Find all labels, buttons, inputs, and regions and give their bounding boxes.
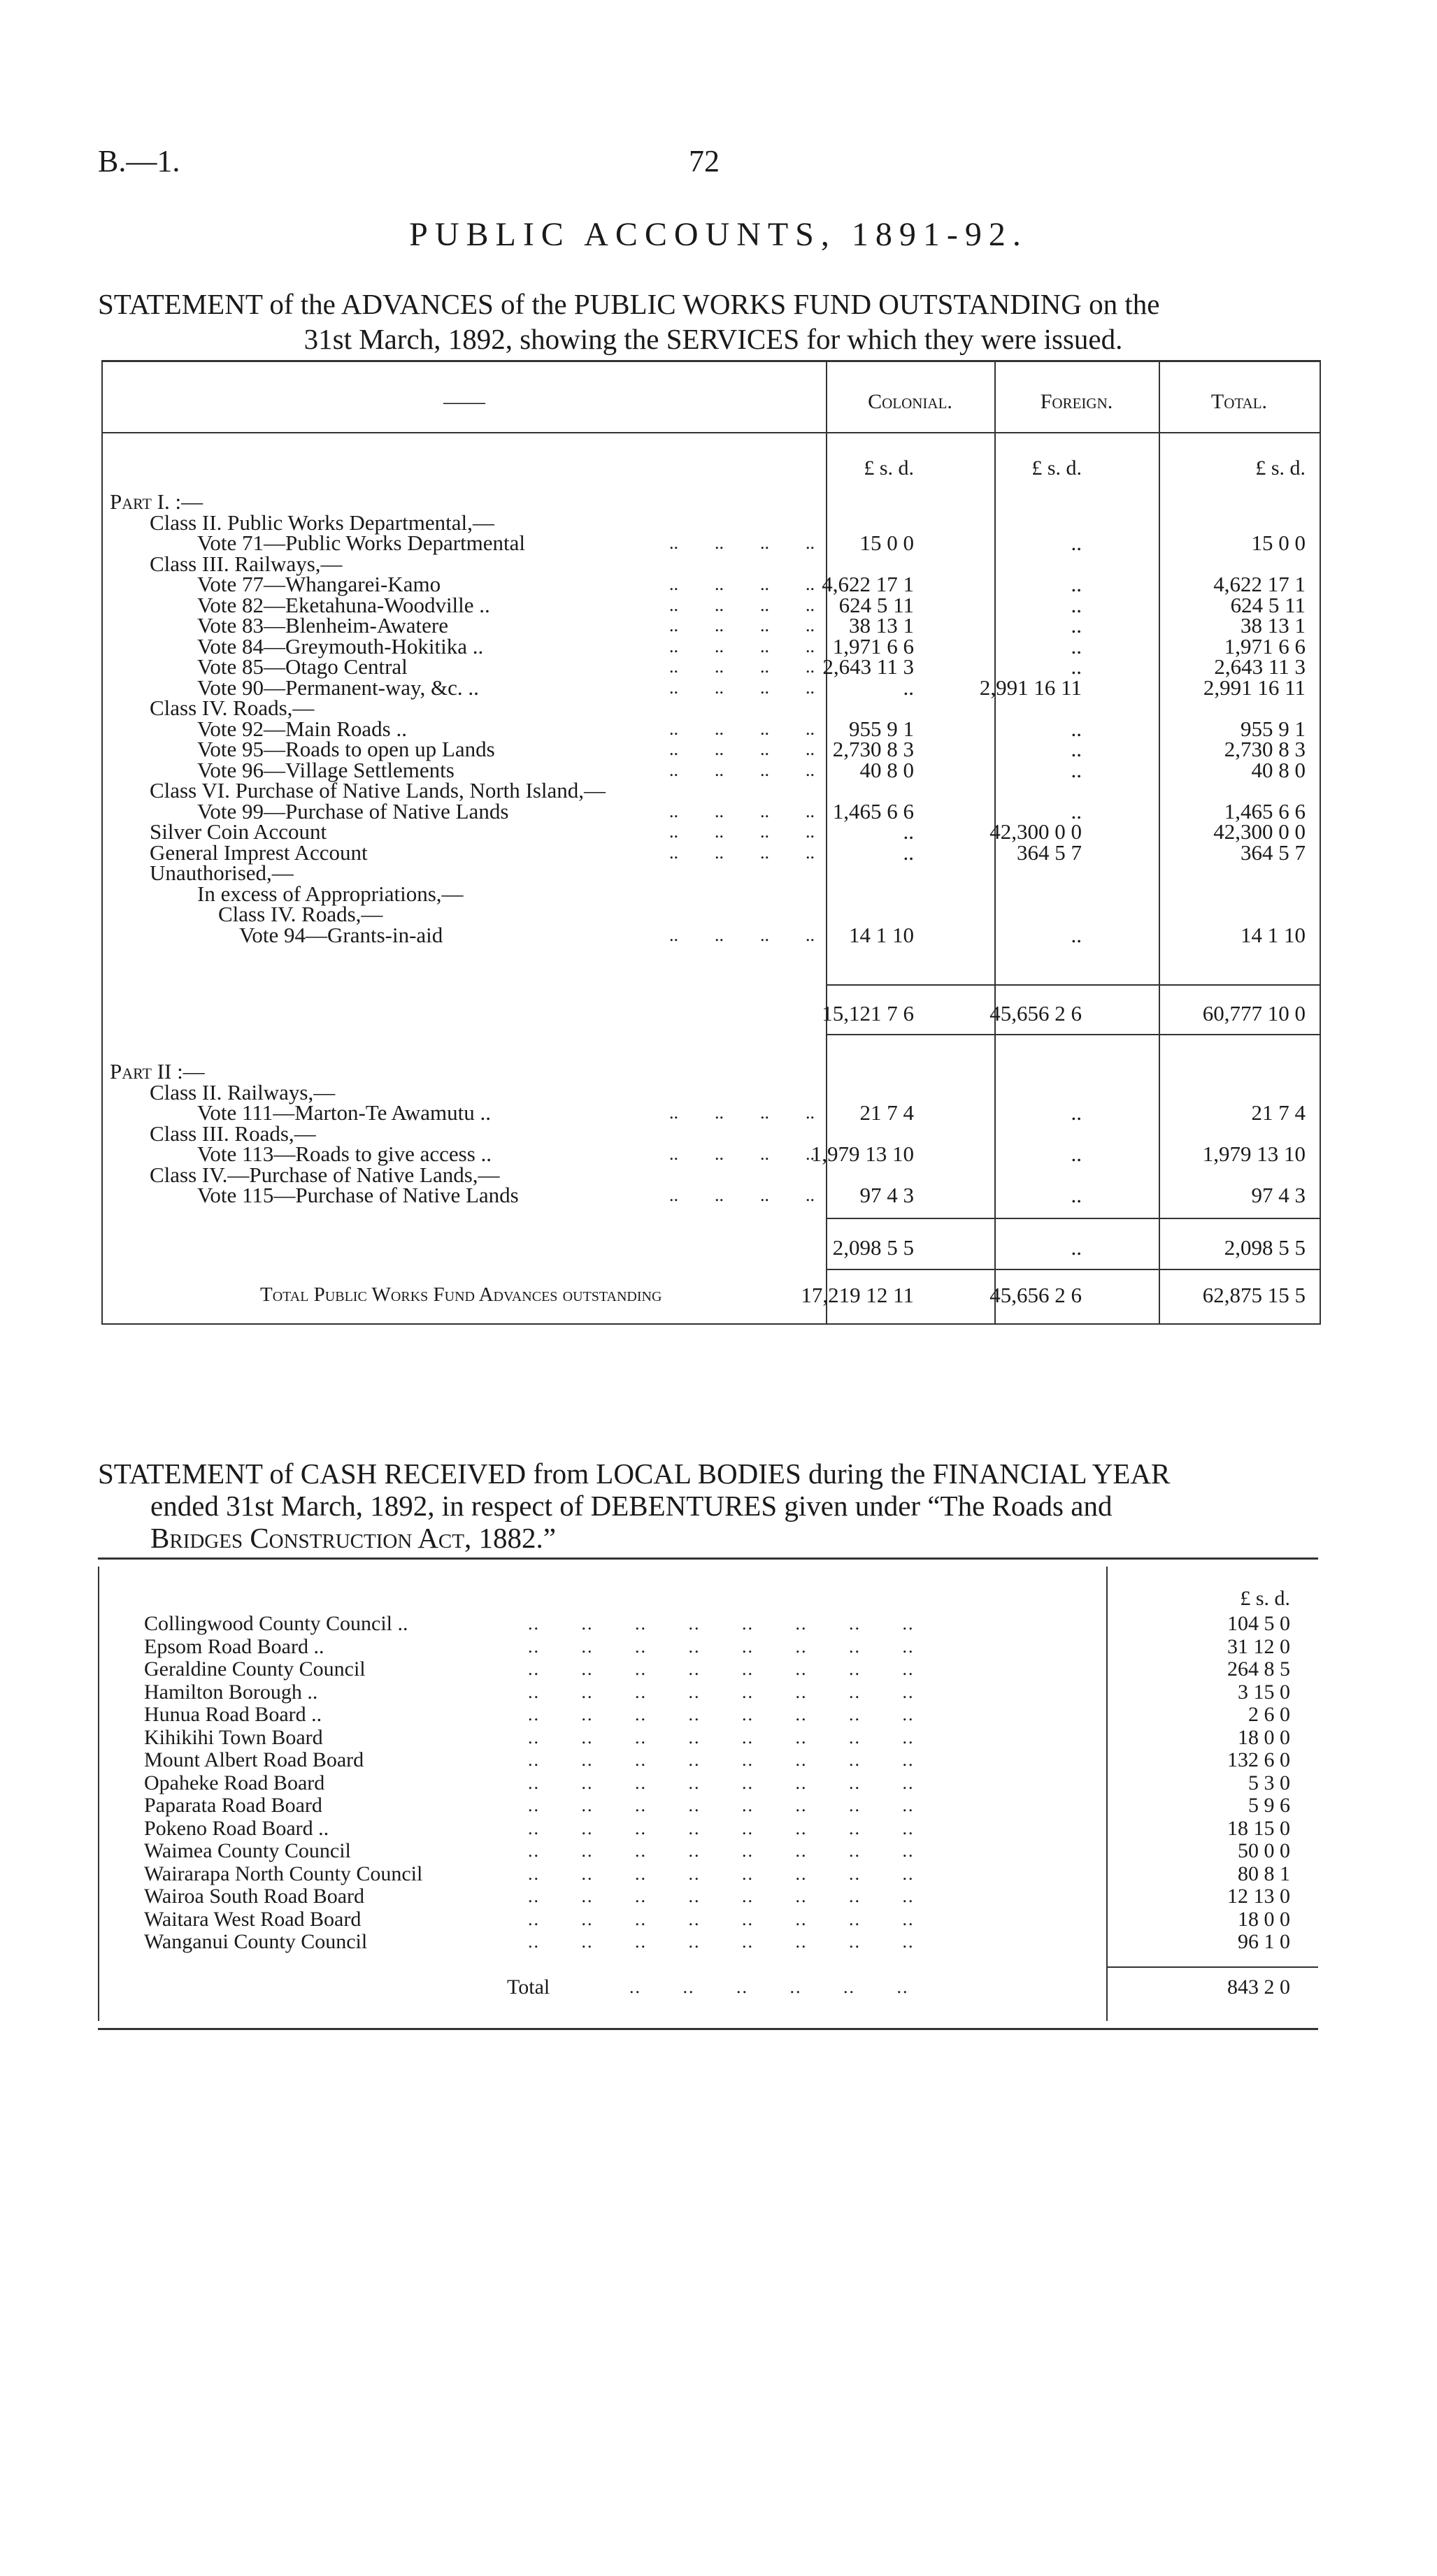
statement2-heading-line1: STATEMENT of CASH RECEIVED from LOCAL BODIES during the FINANCIAL YEAR (98, 1458, 1171, 1490)
local-body-name: Hamilton Borough .. (144, 1680, 318, 1704)
leader-dots: .. .. .. .. (669, 1185, 815, 1205)
amount: 12 13 0 (1227, 1885, 1290, 1908)
currency-header (98, 1589, 1318, 1608)
leader-dots: .. .. .. .. (669, 574, 815, 594)
cell-colonial: 1,979 13 10 (810, 1142, 914, 1166)
cell-colonial: 38 13 1 (849, 613, 914, 638)
local-body-name: Collingwood County Council .. (144, 1612, 408, 1635)
leader-dots: .. .. .. .. (669, 656, 815, 677)
leader-dots: .. .. .. .. .. .. .. .. (528, 1704, 915, 1725)
table-row (103, 1185, 1320, 1205)
row-label: Part II :— (110, 1059, 205, 1084)
cell-foreign: .. (1071, 654, 1082, 679)
leader-dots: .. .. .. .. (669, 800, 815, 821)
table-row (103, 778, 1320, 803)
row-label: Vote 111—Marton-Te Awamutu .. (197, 1100, 492, 1125)
cell-total: 97 4 3 (1251, 1183, 1306, 1207)
total-rule (1106, 1966, 1318, 1968)
list-item (98, 1932, 1318, 1951)
grand-total-row (103, 1285, 1320, 1305)
cell-colonial: 14 1 10 (849, 922, 914, 947)
cell-total: 2,730 8 3 (1224, 737, 1306, 761)
list-item (98, 1705, 1318, 1724)
amount: 50 0 0 (1238, 1839, 1290, 1862)
table-row (103, 677, 1320, 698)
table-row (103, 1079, 1320, 1104)
subtotal2-total: 2,098 5 5 (1224, 1235, 1306, 1260)
cell-foreign: 364 5 7 (1017, 840, 1082, 865)
cell-colonial: 2,643 11 3 (822, 654, 914, 679)
row-label: Vote 115—Purchase of Native Lands (197, 1183, 519, 1207)
cell-foreign: .. (1071, 716, 1082, 741)
cell-total: 15 0 0 (1251, 531, 1306, 555)
cell-total: 38 13 1 (1241, 613, 1306, 638)
amount: 264 8 5 (1227, 1657, 1290, 1681)
subtotal-row (103, 1001, 1320, 1026)
cell-colonial: .. (903, 840, 914, 865)
currency-colonial: £ s. d. (864, 456, 914, 480)
cell-foreign: 42,300 0 0 (989, 819, 1082, 844)
table-row (103, 613, 1320, 638)
statement1-heading-line2: 31st March, 1892, showing the SERVICES for which they were issued. (303, 323, 1123, 355)
cell-foreign: .. (1071, 798, 1082, 823)
table-row (103, 842, 1320, 863)
local-body-name: Paparata Road Board (144, 1794, 322, 1817)
row-label: Vote 85—Otago Central (197, 654, 408, 679)
subtotal-rule (826, 984, 1320, 986)
amount: 104 5 0 (1227, 1612, 1290, 1635)
grand-total-colonial: 17,219 12 11 (801, 1283, 914, 1307)
advances-table (101, 360, 1321, 1325)
table-row (103, 757, 1320, 782)
cell-foreign: .. (1071, 613, 1082, 638)
statement1-heading (98, 287, 1329, 357)
cell-total: 1,465 6 6 (1224, 798, 1306, 823)
amount: 80 8 1 (1238, 1862, 1290, 1885)
row-label: Vote 95—Roads to open up Lands (197, 737, 495, 761)
row-label: Vote 71—Public Works Departmental (197, 531, 526, 555)
table-row (103, 512, 1320, 533)
column-header-foreign: Foreign. (1040, 390, 1113, 413)
leader-dots: .. .. .. .. .. .. .. .. (528, 1613, 915, 1634)
amount: 31 12 0 (1227, 1634, 1290, 1658)
column-header-colonial: Colonial. (868, 390, 952, 413)
cell-foreign: .. (1071, 572, 1082, 596)
leader-dots: .. .. .. .. (669, 821, 815, 842)
leader-dots: .. .. .. .. .. .. .. .. (528, 1750, 915, 1770)
cell-total: 14 1 10 (1241, 922, 1306, 947)
leader-dots: .. .. .. .. .. .. .. .. (528, 1931, 915, 1952)
table-row (103, 656, 1320, 677)
table-row (103, 716, 1320, 741)
local-body-name: Geraldine County Council (144, 1657, 366, 1681)
table-row (103, 533, 1320, 553)
subtotal-bottom-rule (826, 1034, 1320, 1035)
leader-dots: .. .. .. .. (669, 533, 815, 553)
table-row (103, 1144, 1320, 1164)
currency-total: £ s. d. (1255, 456, 1306, 480)
table-row (103, 1059, 1320, 1084)
table-left-rule (98, 1567, 99, 2021)
list-item (98, 1796, 1318, 1815)
table-row (103, 922, 1320, 947)
cell-colonial: 15 0 0 (859, 531, 914, 555)
table-row (103, 633, 1320, 659)
leader-dots: .. .. .. .. (669, 842, 815, 863)
local-body-name: Kihikihi Town Board (144, 1725, 323, 1749)
total-amount: 843 2 0 (1227, 1976, 1290, 1999)
leader-dots: .. .. .. .. .. .. .. .. (528, 1863, 915, 1884)
row-label: Class III. Roads,— (150, 1121, 316, 1146)
leader-dots: .. .. .. .. (669, 635, 815, 656)
cell-foreign: .. (1071, 633, 1082, 659)
row-label: Part I. :— (110, 489, 203, 514)
page-title: PUBLIC ACCOUNTS, 1891-92. (409, 216, 1028, 253)
cell-colonial: 2,730 8 3 (832, 737, 914, 761)
table-row (103, 491, 1320, 512)
row-label: In excess of Appropriations,— (197, 881, 464, 906)
cell-total: 4,622 17 1 (1213, 572, 1306, 596)
table-row (103, 592, 1320, 617)
amount: 5 9 6 (1248, 1794, 1290, 1817)
statement2-heading (98, 1458, 1329, 1554)
local-body-name: Epsom Road Board .. (144, 1634, 324, 1658)
row-label: General Imprest Account (150, 840, 368, 865)
cell-colonial: .. (903, 819, 914, 844)
cell-colonial: 624 5 11 (838, 592, 914, 617)
row-label: Class IV. Roads,— (150, 696, 315, 720)
cell-foreign: .. (1071, 592, 1082, 617)
cell-total: 21 7 4 (1251, 1100, 1306, 1125)
cell-total: 1,971 6 6 (1224, 633, 1306, 659)
column-header-blank: —— (443, 390, 485, 413)
row-label: Vote 90—Permanent-way, &c. .. (197, 675, 479, 700)
leader-dots: .. .. .. .. .. .. .. .. (528, 1886, 915, 1906)
local-bodies-table (98, 1557, 1318, 2030)
column-header-total: Total. (1210, 390, 1268, 413)
total-row (98, 1976, 1318, 1999)
local-body-name: Mount Albert Road Board (144, 1748, 364, 1771)
row-label: Unauthorised,— (150, 861, 294, 885)
amount: 18 0 0 (1238, 1725, 1290, 1749)
cell-foreign: .. (1071, 531, 1082, 555)
table-row (103, 798, 1320, 823)
row-label: Class II. Railways,— (150, 1079, 336, 1104)
amount: 132 6 0 (1227, 1748, 1290, 1771)
list-item (98, 1750, 1318, 1769)
table-row (103, 904, 1320, 924)
total-label: Total (507, 1976, 550, 1999)
local-body-name: Opaheke Road Board (144, 1771, 325, 1794)
table-row (103, 574, 1320, 594)
row-label: Vote 83—Blenheim-Awatere (197, 613, 449, 638)
amount: 3 15 0 (1238, 1680, 1290, 1704)
cell-total: 2,991 16 11 (1203, 675, 1306, 700)
cell-foreign: .. (1071, 1183, 1082, 1207)
cell-foreign: .. (1071, 737, 1082, 761)
cell-foreign: .. (1071, 1142, 1082, 1166)
cell-colonial: 97 4 3 (859, 1183, 914, 1207)
row-label: Vote 84—Greymouth-Hokitika .. (197, 633, 484, 659)
cell-colonial: 4,622 17 1 (822, 572, 914, 596)
grand-total-foreign: 45,656 2 6 (989, 1283, 1082, 1307)
grand-total-total: 62,875 15 5 (1202, 1283, 1306, 1307)
leader-dots: .. .. .. .. (669, 1144, 815, 1164)
table-row (103, 1123, 1320, 1144)
table-row (103, 863, 1320, 883)
page-number: 72 (689, 144, 720, 178)
statement2-heading-line2: ended 31st March, 1892, in respect of DEBENTURES given under “The Roads and (150, 1490, 1113, 1522)
cell-colonial: 1,971 6 6 (832, 633, 914, 659)
cell-total: 364 5 7 (1241, 840, 1306, 865)
amount: 5 3 0 (1248, 1771, 1290, 1794)
local-body-name: Wairoa South Road Board (144, 1885, 365, 1908)
leader-dots: .. .. .. .. (669, 677, 815, 698)
cell-colonial: 21 7 4 (859, 1100, 914, 1125)
local-body-name: Hunua Road Board .. (144, 1703, 322, 1726)
statement1-heading-line1: STATEMENT of the ADVANCES of the PUBLIC WORKS FUND OUTSTANDING on the (98, 288, 1160, 320)
leader-dots: .. .. .. .. (669, 924, 815, 945)
cell-foreign: .. (1071, 1100, 1082, 1125)
local-body-name: Waitara West Road Board (144, 1907, 362, 1931)
table-row (103, 821, 1320, 842)
cell-total: 2,643 11 3 (1214, 654, 1306, 679)
grand-total-rule (826, 1269, 1320, 1270)
list-item (98, 1725, 1318, 1749)
leader-dots: .. .. .. .. (669, 594, 815, 615)
amount: 18 0 0 (1238, 1907, 1290, 1931)
grand-total-label: Total Public Works Fund Advances outstanding (260, 1283, 662, 1306)
leader-dots: .. .. .. .. .. .. (629, 1977, 909, 1997)
leader-dots: .. .. .. .. .. .. .. .. (528, 1727, 915, 1748)
cell-colonial: 40 8 0 (859, 757, 914, 782)
leader-dots: .. .. .. .. .. .. .. .. (528, 1818, 915, 1839)
amount: 96 1 0 (1238, 1930, 1290, 1953)
leader-dots: .. .. .. .. .. .. .. .. (528, 1659, 915, 1679)
leader-dots: .. .. .. .. (669, 1102, 815, 1123)
local-body-name: Wairarapa North County Council (144, 1862, 423, 1885)
leader-dots: .. .. .. .. .. .. .. .. (528, 1908, 915, 1929)
row-label: Silver Coin Account (150, 819, 327, 844)
list-item (98, 1657, 1318, 1681)
amount: 18 15 0 (1227, 1816, 1290, 1840)
cell-total: 624 5 11 (1230, 592, 1306, 617)
leader-dots: .. .. .. .. (669, 718, 815, 739)
row-label: Vote 96—Village Settlements (197, 757, 455, 782)
leader-dots: .. .. .. .. .. .. .. .. (528, 1841, 915, 1861)
cell-colonial: .. (903, 675, 914, 700)
statement2-heading-line3: Bridges Construction Act, 1882.” (150, 1522, 556, 1554)
row-label: Class IV.—Purchase of Native Lands,— (150, 1162, 500, 1187)
row-label: Vote 99—Purchase of Native Lands (197, 798, 509, 823)
table-row (103, 1102, 1320, 1123)
currency-foreign: £ s. d. (1031, 456, 1082, 480)
list-item (98, 1773, 1318, 1792)
subtotal2-rule (826, 1218, 1320, 1219)
row-label: Vote 77—Whangarei-Kamo (197, 572, 441, 596)
amount-column-rule (1106, 1567, 1108, 2021)
subtotal-colonial: 15,121 7 6 (822, 1001, 914, 1026)
row-label: Vote 113—Roads to give access .. (197, 1142, 492, 1166)
local-body-name: Pokeno Road Board .. (144, 1816, 329, 1840)
cell-total: 42,300 0 0 (1213, 819, 1306, 844)
list-item (98, 1680, 1318, 1704)
cell-foreign: .. (1071, 757, 1082, 782)
row-label: Vote 94—Grants-in-aid (239, 922, 443, 947)
row-label: Class IV. Roads,— (218, 902, 383, 926)
cell-colonial: 1,465 6 6 (832, 798, 914, 823)
amount: 2 6 0 (1248, 1703, 1290, 1726)
subtotal2-row (103, 1237, 1320, 1258)
leader-dots: .. .. .. .. (669, 739, 815, 759)
list-item (98, 1887, 1318, 1906)
subtotal-total: 60,777 10 0 (1202, 1001, 1306, 1026)
local-body-name: Wanganui County Council (144, 1930, 368, 1953)
row-label: Vote 82—Eketahuna-Woodville .. (197, 592, 490, 617)
leader-dots: .. .. .. .. .. .. .. .. (528, 1636, 915, 1657)
list-item (98, 1864, 1318, 1883)
local-body-name: Waimea County Council (144, 1839, 351, 1862)
row-label: Vote 92—Main Roads .. (197, 716, 407, 741)
table-row (103, 698, 1320, 718)
subtotal-foreign: 45,656 2 6 (989, 1001, 1082, 1026)
table-row (103, 1162, 1320, 1187)
leader-dots: .. .. .. .. (669, 759, 815, 780)
cell-colonial: 955 9 1 (849, 716, 914, 741)
table-row (103, 739, 1320, 759)
leader-dots: .. .. .. .. .. .. .. .. (528, 1772, 915, 1793)
cell-total: 1,979 13 10 (1202, 1142, 1306, 1166)
list-item (98, 1634, 1318, 1658)
list-item (98, 1841, 1318, 1860)
cell-total: 40 8 0 (1251, 757, 1306, 782)
row-label: Class III. Railways,— (150, 551, 343, 576)
cell-foreign: .. (1071, 922, 1082, 947)
table-row (103, 551, 1320, 576)
subtotal2-foreign: .. (1071, 1235, 1082, 1260)
row-label: Class VI. Purchase of Native Lands, North Island,— (150, 778, 606, 803)
document-reference: B.—1. (98, 144, 180, 178)
currency-label: £ s. d. (1240, 1587, 1290, 1610)
leader-dots: .. .. .. .. .. .. .. .. (528, 1795, 915, 1815)
row-label: Class II. Public Works Departmental,— (150, 510, 494, 535)
header-rule (103, 432, 1320, 433)
leader-dots: .. .. .. .. .. .. .. .. (528, 1681, 915, 1702)
list-item (98, 1907, 1318, 1931)
cell-total: 955 9 1 (1241, 716, 1306, 741)
cell-foreign: 2,991 16 11 (979, 675, 1082, 700)
list-item (98, 1614, 1318, 1633)
subtotal2-colonial: 2,098 5 5 (832, 1235, 914, 1260)
list-item (98, 1816, 1318, 1840)
table-row (103, 881, 1320, 906)
leader-dots: .. .. .. .. (669, 615, 815, 635)
